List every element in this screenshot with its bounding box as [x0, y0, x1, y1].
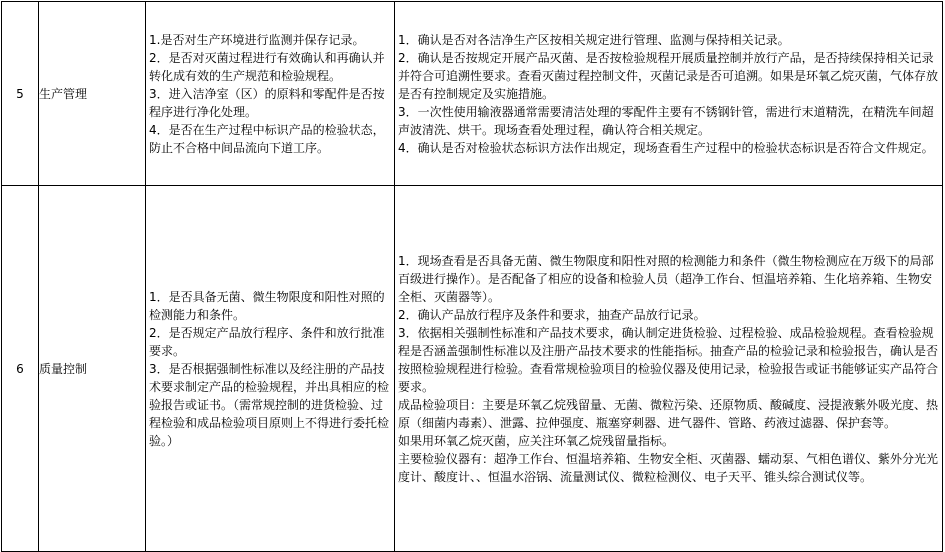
check-text: 主要检验仪器有：超净工作台、恒温培养箱、生物安全柜、灭菌器、蠕动泵、气相色谱仪、紫外分光光度计、酸度计、、恒温水浴锅、流量测试仪、微粒检测仪、电子天平、锥头综合测试仪等。 — [398, 451, 939, 484]
inspection-item: 质量控制 — [39, 186, 146, 552]
check-text: 3．依据相关强制性标准和产品技术要求，确认制定进货检验、过程检验、成品检验规程。查看检验规程是否涵盖强制性标准以及注册产品技术要求的性能指标。抽查产品的检验记录和检验报告，确认是否按照检验规程进行检验。查看常规检验项目的检验仪器及使用记录，检验报告或证书能够证实产品符合要求。 — [398, 325, 939, 394]
row-number: 5 — [2, 2, 39, 186]
inspection-table — [1, 1, 943, 552]
requirement-text: 2．是否对灭菌过程进行有效确认和再确认并转化成有效的生产规范和检验规程。 — [149, 50, 385, 83]
requirements-cell — [146, 186, 395, 552]
table-row — [2, 2, 943, 186]
checks-cell — [395, 2, 943, 186]
requirement-text: 3．进入洁净室（区）的原料和零配件是否按程序进行净化处理。 — [149, 86, 385, 119]
row-number: 6 — [2, 186, 39, 552]
check-text: 4．确认是否对检验状态标识方法作出规定，现场查看生产过程中的检验状态标识是否符合文件规定。 — [398, 140, 934, 155]
requirement-text: 3．是否根据强制性标准以及经注册的产品技术要求制定产品的检验规程，并出具相应的检验报告或证书。（需常规控制的进货检验、过程检验和成品检验项目原则上不得进行委托检验。） — [149, 361, 390, 448]
check-text: 1．现场查看是否具备无菌、微生物限度和阳性对照的检测能力和条件（微生物检测应在万级下的局部百级进行操作）。是否配备了相应的设备和检验人员（超净工作台、恒温培养箱、生化培养箱、生物安全柜、灭菌器等）。 — [398, 253, 934, 304]
check-text: 2．确认是否按规定开展产品灭菌、是否按检验规程开展质量控制并放行产品，是否持续保持相关记录并符合可追溯性要求。查看灭菌过程控制文件，灭菌记录是否可追溯。如果是环氧乙烷灭菌，气体存放是否有控制规定及实施措施。 — [398, 50, 939, 101]
requirement-text: 4．是否在生产过程中标识产品的检验状态，防止不合格中间品流向下道工序。 — [149, 122, 385, 155]
check-text: 2．确认产品放行程序及条件和要求，抽查产品放行记录。 — [398, 307, 706, 322]
check-text: 1．确认是否对各洁净生产区按相关规定进行管理、监测与保持相关记录。 — [398, 32, 790, 47]
requirement-text: 1.是否对生产环境进行监测并保存记录。 — [149, 32, 365, 47]
checks-cell — [395, 186, 943, 552]
check-text: 如果用环氧乙烷灭菌，应关注环氧乙烷残留量指标。 — [398, 433, 675, 448]
inspection-item: 生产管理 — [39, 2, 146, 186]
requirement-text: 1．是否具备无菌、微生物限度和阳性对照的检测能力和条件。 — [149, 289, 385, 322]
requirements-cell — [146, 2, 395, 186]
table-row — [2, 186, 943, 552]
check-text: 3．一次性使用输液器通常需要清洁处理的零配件主要有不锈钢针管，需进行末道精洗，在精洗车间超声波清洗、烘干。现场查看处理过程，确认符合相关规定。 — [398, 104, 934, 137]
check-text: 成品检验项目：主要是环氧乙烷残留量、无菌、微粒污染、还原物质、酸碱度、浸提液紫外吸光度、热原（细菌内毒素）、泄露、拉伸强度、瓶塞穿刺器、进气器件、管路、药液过滤器、保护套等。 — [398, 397, 939, 430]
requirement-text: 2．是否规定产品放行程序、条件和放行批准要求。 — [149, 325, 385, 358]
